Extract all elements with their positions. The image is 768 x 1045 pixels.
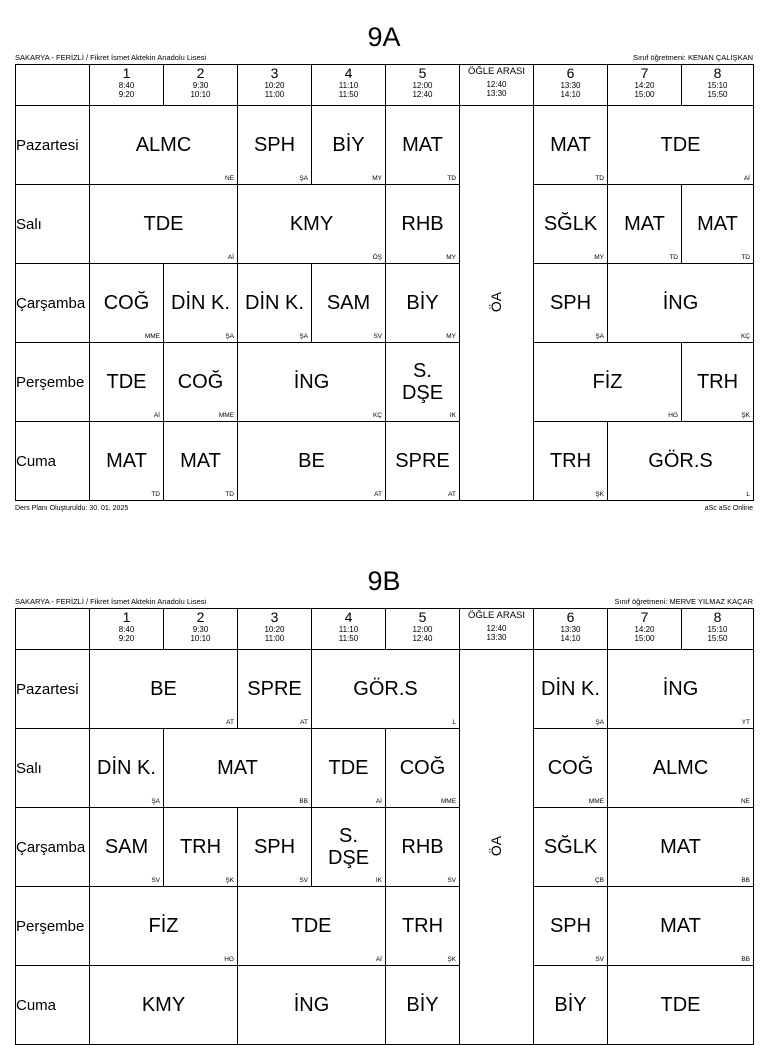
lesson-cell[interactable] <box>90 106 238 185</box>
lesson-cell[interactable] <box>90 887 238 966</box>
day-label: Pazartesi <box>16 650 90 729</box>
lesson-subject: TRH <box>696 371 739 393</box>
lunch-time-start: 12:40 <box>486 80 507 89</box>
lesson-teacher: SV <box>447 877 456 884</box>
lesson-subject: MAT <box>660 836 701 858</box>
lesson-subject: DİN K. <box>97 757 156 779</box>
lesson-teacher: KÇ <box>372 412 382 419</box>
lesson-cell[interactable] <box>608 264 754 343</box>
period-end: 11:00 <box>264 90 285 99</box>
period-number: 8 <box>713 609 722 625</box>
lesson-cell[interactable] <box>238 422 386 501</box>
period-number: 3 <box>270 609 279 625</box>
lesson-subject: FİZ <box>148 915 179 937</box>
period-start: 9:30 <box>192 81 209 90</box>
lesson-teacher: YT <box>741 719 750 726</box>
lesson-teacher: SV <box>299 877 308 884</box>
day-row <box>16 966 754 1045</box>
lesson-subject: COĞ <box>399 757 446 779</box>
lesson-subject: DİN K. <box>245 292 304 314</box>
period-start: 12:00 <box>412 625 433 634</box>
lesson-cell[interactable] <box>164 343 238 422</box>
lesson-subject: SAM <box>326 292 371 314</box>
period-header <box>164 609 238 650</box>
day-row <box>16 729 754 808</box>
lesson-cell[interactable] <box>534 264 608 343</box>
lesson-teacher: L <box>452 719 456 726</box>
lesson-teacher: IK <box>375 877 382 884</box>
period-header <box>312 609 386 650</box>
period-header <box>386 609 460 650</box>
lunch-time <box>460 80 533 98</box>
lesson-subject: BE <box>298 450 325 472</box>
lesson-cell[interactable] <box>90 185 238 264</box>
period-number: 6 <box>566 65 575 81</box>
day-label: Cuma <box>16 966 90 1045</box>
corner-cell <box>16 65 90 106</box>
period-number: 1 <box>122 609 131 625</box>
period-start: 14:20 <box>634 625 655 634</box>
lesson-subject: S. DŞE <box>327 825 370 869</box>
lesson-cell[interactable] <box>534 343 682 422</box>
lunch-header <box>460 609 534 650</box>
lesson-cell[interactable] <box>386 966 460 1045</box>
lesson-cell[interactable] <box>608 887 754 966</box>
period-end: 10:10 <box>190 634 211 643</box>
period-number: 5 <box>418 65 427 81</box>
lesson-cell[interactable] <box>90 808 164 887</box>
day-row <box>16 808 754 887</box>
lesson-subject: MAT <box>697 213 738 235</box>
lesson-teacher: ŞA <box>225 333 234 340</box>
period-number: 4 <box>344 609 353 625</box>
lesson-cell[interactable] <box>238 106 312 185</box>
lesson-subject: TDE <box>328 757 369 779</box>
period-end: 11:00 <box>264 634 285 643</box>
school-name: SAKARYA - FERİZLİ / Fikret İsmet Aktekin Anadolu Lisesi <box>15 53 207 62</box>
period-end: 12:40 <box>412 634 433 643</box>
lesson-teacher: ŞK <box>225 877 234 884</box>
lunch-header <box>460 65 534 106</box>
period-number: 7 <box>640 609 649 625</box>
lesson-teacher: ŞA <box>595 719 604 726</box>
day-row <box>16 264 754 343</box>
lesson-subject: SĞLK <box>543 836 598 858</box>
lesson-subject: BİY <box>406 292 439 314</box>
lesson-cell[interactable] <box>164 808 238 887</box>
period-header <box>90 65 164 106</box>
lesson-subject: BİY <box>406 994 439 1016</box>
class-teacher: Sınıf öğretmeni: KENAN ÇALIŞKAN <box>632 53 753 62</box>
lunch-break-label: ÖA <box>488 291 505 313</box>
period-end: 9:20 <box>118 90 135 99</box>
lesson-cell[interactable] <box>312 808 386 887</box>
lesson-subject: MAT <box>106 450 147 472</box>
lesson-teacher: AT <box>374 491 382 498</box>
lesson-teacher: Aİ <box>153 412 160 419</box>
lesson-cell[interactable] <box>238 343 386 422</box>
lesson-subject: BİY <box>554 994 587 1016</box>
day-label: Cuma <box>16 422 90 501</box>
day-row <box>16 422 754 501</box>
timetable-grid <box>15 64 754 501</box>
lunch-break-cell <box>460 650 534 1045</box>
lesson-cell[interactable] <box>164 422 238 501</box>
lesson-cell[interactable] <box>608 106 754 185</box>
lesson-teacher: SV <box>373 333 382 340</box>
lesson-cell[interactable] <box>386 729 460 808</box>
lesson-cell[interactable] <box>534 422 608 501</box>
lesson-cell[interactable] <box>682 185 754 264</box>
lesson-cell[interactable] <box>386 185 460 264</box>
lesson-teacher: L <box>746 491 750 498</box>
class-teacher: Sınıf öğretmeni: MERVE YILMAZ KAÇAR <box>614 597 753 606</box>
period-end: 9:20 <box>118 634 135 643</box>
lesson-teacher: MME <box>440 798 456 805</box>
lesson-cell[interactable] <box>534 185 608 264</box>
lesson-teacher: TD <box>447 175 456 182</box>
lesson-cell[interactable] <box>238 808 312 887</box>
lesson-teacher: HG <box>224 956 234 963</box>
period-end: 10:10 <box>190 90 211 99</box>
period-number: 4 <box>344 65 353 81</box>
day-label: Çarşamba <box>16 808 90 887</box>
lesson-subject: KMY <box>289 213 334 235</box>
lesson-teacher: ŞA <box>151 798 160 805</box>
lesson-subject: MAT <box>624 213 665 235</box>
lesson-subject: BİY <box>332 134 365 156</box>
lesson-teacher: NE <box>740 798 750 805</box>
lesson-subject: DİN K. <box>541 678 600 700</box>
period-start: 10:20 <box>264 625 285 634</box>
lunch-break-cell <box>460 106 534 501</box>
lesson-teacher: TD <box>669 254 678 261</box>
lesson-subject: KMY <box>141 994 186 1016</box>
lesson-teacher: ŞA <box>299 175 308 182</box>
period-header <box>238 65 312 106</box>
lesson-cell[interactable] <box>386 343 460 422</box>
period-number: 6 <box>566 609 575 625</box>
period-end: 15:00 <box>634 634 655 643</box>
lesson-subject: SPRE <box>247 678 302 700</box>
lesson-teacher: SV <box>595 956 604 963</box>
lesson-subject: İNG <box>662 678 699 700</box>
lesson-subject: MAT <box>180 450 221 472</box>
period-start: 14:20 <box>634 81 655 90</box>
lesson-teacher: MY <box>446 254 456 261</box>
lesson-subject: GÖR.S <box>353 678 418 700</box>
day-label: Perşembe <box>16 343 90 422</box>
day-row <box>16 343 754 422</box>
day-row <box>16 185 754 264</box>
lesson-cell[interactable] <box>312 729 386 808</box>
lesson-teacher: ŞA <box>299 333 308 340</box>
lesson-teacher: AT <box>448 491 456 498</box>
lesson-teacher: Aİ <box>743 175 750 182</box>
lesson-teacher: Aİ <box>375 956 382 963</box>
lesson-cell[interactable] <box>608 729 754 808</box>
lesson-subject: TDE <box>106 371 147 393</box>
lesson-subject: TDE <box>660 994 701 1016</box>
period-number: 1 <box>122 65 131 81</box>
lesson-subject: SPH <box>253 836 296 858</box>
period-start: 9:30 <box>192 625 209 634</box>
lesson-cell[interactable] <box>534 729 608 808</box>
day-row <box>16 106 754 185</box>
lesson-subject: İNG <box>662 292 699 314</box>
lesson-teacher: TD <box>741 254 750 261</box>
lunch-time-end: 13:30 <box>486 89 507 98</box>
lesson-subject: SPRE <box>395 450 450 472</box>
lesson-cell[interactable] <box>534 808 608 887</box>
lesson-cell[interactable] <box>90 729 164 808</box>
period-header <box>534 65 608 106</box>
lunch-time-start: 12:40 <box>486 624 507 633</box>
lesson-cell[interactable] <box>608 185 682 264</box>
day-label: Pazartesi <box>16 106 90 185</box>
lunch-break-label: ÖA <box>488 835 505 857</box>
corner-cell <box>16 609 90 650</box>
lesson-cell[interactable] <box>386 422 460 501</box>
period-start: 13:30 <box>560 625 581 634</box>
lesson-cell[interactable] <box>608 422 754 501</box>
lesson-teacher: NE <box>224 175 234 182</box>
lesson-subject: COĞ <box>177 371 224 393</box>
period-number: 7 <box>640 65 649 81</box>
lesson-cell[interactable] <box>386 887 460 966</box>
lesson-teacher: MME <box>218 412 234 419</box>
lesson-cell[interactable] <box>238 264 312 343</box>
lesson-cell[interactable] <box>90 966 238 1045</box>
lesson-cell[interactable] <box>312 106 386 185</box>
lunch-header-label: ÖĞLE ARASI <box>467 610 526 621</box>
lesson-teacher: TD <box>225 491 234 498</box>
lesson-teacher: ÖŞ <box>372 254 382 261</box>
lesson-teacher: KÇ <box>740 333 750 340</box>
lesson-cell[interactable] <box>238 966 386 1045</box>
lesson-cell[interactable] <box>164 729 312 808</box>
lesson-subject: BE <box>150 678 177 700</box>
lesson-subject: SĞLK <box>543 213 598 235</box>
lesson-subject: TRH <box>549 450 592 472</box>
period-start: 10:20 <box>264 81 285 90</box>
lesson-teacher: AT <box>300 719 308 726</box>
period-header <box>386 65 460 106</box>
lesson-subject: SPH <box>549 915 592 937</box>
lesson-subject: SPH <box>549 292 592 314</box>
lesson-cell[interactable] <box>534 650 608 729</box>
lesson-subject: TRH <box>401 915 444 937</box>
lesson-subject: İNG <box>293 371 330 393</box>
period-end: 15:50 <box>707 634 728 643</box>
timetable-sheet <box>15 566 753 1026</box>
lesson-subject: TRH <box>179 836 222 858</box>
period-start: 8:40 <box>118 81 135 90</box>
lesson-cell[interactable] <box>238 185 386 264</box>
period-start: 13:30 <box>560 81 581 90</box>
lesson-teacher: ÇB <box>594 877 604 884</box>
lesson-teacher: SV <box>151 877 160 884</box>
lesson-cell[interactable] <box>534 966 608 1045</box>
lesson-teacher: Aİ <box>375 798 382 805</box>
lesson-teacher: ŞA <box>595 333 604 340</box>
lesson-cell[interactable] <box>608 808 754 887</box>
class-title: 9B <box>367 566 401 596</box>
lesson-subject: ALMC <box>652 757 709 779</box>
lesson-cell[interactable] <box>534 106 608 185</box>
period-end: 15:50 <box>707 90 728 99</box>
lesson-subject: MAT <box>660 915 701 937</box>
lesson-subject: MAT <box>217 757 258 779</box>
lesson-cell[interactable] <box>386 264 460 343</box>
day-label: Çarşamba <box>16 264 90 343</box>
period-header <box>164 65 238 106</box>
period-header <box>682 65 754 106</box>
lesson-teacher: BB <box>741 877 750 884</box>
lesson-teacher: HG <box>668 412 678 419</box>
lesson-teacher: ŞK <box>447 956 456 963</box>
period-header <box>90 609 164 650</box>
period-header <box>312 65 386 106</box>
period-header-row <box>16 65 754 106</box>
period-start: 11:10 <box>338 81 359 90</box>
lesson-cell[interactable] <box>238 887 386 966</box>
lesson-subject: RHB <box>401 836 444 858</box>
period-start: 15:10 <box>707 81 728 90</box>
period-start: 15:10 <box>707 625 728 634</box>
class-title: 9A <box>367 22 401 52</box>
lesson-subject: TDE <box>291 915 332 937</box>
lesson-teacher: MY <box>372 175 382 182</box>
lesson-cell[interactable] <box>386 808 460 887</box>
lesson-subject: SAM <box>104 836 149 858</box>
lesson-teacher: IK <box>449 412 456 419</box>
lesson-cell[interactable] <box>90 650 238 729</box>
lunch-header-label: ÖĞLE ARASI <box>467 66 526 77</box>
lesson-cell[interactable] <box>386 106 460 185</box>
period-number: 5 <box>418 609 427 625</box>
period-header <box>238 609 312 650</box>
period-number: 2 <box>196 609 205 625</box>
lesson-teacher: ŞK <box>741 412 750 419</box>
lesson-cell[interactable] <box>90 422 164 501</box>
period-number: 3 <box>270 65 279 81</box>
period-end: 11:50 <box>338 90 359 99</box>
school-name: SAKARYA - FERİZLİ / Fikret İsmet Aktekin Anadolu Lisesi <box>15 597 207 606</box>
timetable-sheet <box>15 22 753 512</box>
lesson-subject: İNG <box>293 994 330 1016</box>
lesson-subject: ALMC <box>135 134 192 156</box>
period-start: 11:10 <box>338 625 359 634</box>
lesson-subject: GÖR.S <box>648 450 713 472</box>
period-header <box>608 65 682 106</box>
period-header-row <box>16 609 754 650</box>
lesson-cell[interactable] <box>90 343 164 422</box>
lesson-teacher: MY <box>594 254 604 261</box>
lesson-subject: DİN K. <box>171 292 230 314</box>
lesson-teacher: Aİ <box>227 254 234 261</box>
lesson-subject: FİZ <box>592 371 623 393</box>
day-label: Salı <box>16 185 90 264</box>
lesson-teacher: AT <box>226 719 234 726</box>
created-date: Ders Planı Oluşturuldu: 30. 01. 2025 <box>15 505 129 512</box>
lesson-teacher: MME <box>144 333 160 340</box>
period-start: 8:40 <box>118 625 135 634</box>
period-end: 12:40 <box>412 90 433 99</box>
day-row <box>16 887 754 966</box>
day-label: Salı <box>16 729 90 808</box>
lesson-cell[interactable] <box>608 966 754 1045</box>
lesson-cell[interactable] <box>164 264 238 343</box>
lesson-teacher: ŞK <box>595 491 604 498</box>
lesson-subject: COĞ <box>103 292 150 314</box>
lesson-cell[interactable] <box>608 650 754 729</box>
period-end: 14:10 <box>560 90 581 99</box>
period-end: 11:50 <box>338 634 359 643</box>
period-end: 14:10 <box>560 634 581 643</box>
lunch-time <box>460 624 533 642</box>
lesson-subject: SPH <box>253 134 296 156</box>
lesson-subject: S. DŞE <box>401 360 444 404</box>
lesson-teacher: MME <box>588 798 604 805</box>
lesson-cell[interactable] <box>90 264 164 343</box>
lesson-subject: MAT <box>402 134 443 156</box>
day-label: Perşembe <box>16 887 90 966</box>
period-number: 8 <box>713 65 722 81</box>
lesson-cell[interactable] <box>682 343 754 422</box>
lesson-cell[interactable] <box>312 650 460 729</box>
lesson-teacher: BB <box>299 798 308 805</box>
lesson-subject: RHB <box>401 213 444 235</box>
lesson-cell[interactable] <box>312 264 386 343</box>
period-end: 15:00 <box>634 90 655 99</box>
lesson-subject: MAT <box>550 134 591 156</box>
lesson-cell[interactable] <box>534 887 608 966</box>
period-header <box>608 609 682 650</box>
day-row <box>16 650 754 729</box>
lunch-time-end: 13:30 <box>486 633 507 642</box>
lesson-teacher: BB <box>741 956 750 963</box>
period-number: 2 <box>196 65 205 81</box>
lesson-subject: TDE <box>660 134 701 156</box>
timetable-grid <box>15 608 754 1045</box>
period-header <box>682 609 754 650</box>
lesson-teacher: TD <box>151 491 160 498</box>
lesson-teacher: TD <box>595 175 604 182</box>
lesson-subject: TDE <box>143 213 184 235</box>
lesson-cell[interactable] <box>238 650 312 729</box>
period-header <box>534 609 608 650</box>
lesson-subject: COĞ <box>547 757 594 779</box>
brand-footer: aSc aSc Online <box>704 505 753 512</box>
period-start: 12:00 <box>412 81 433 90</box>
lesson-teacher: MY <box>446 333 456 340</box>
